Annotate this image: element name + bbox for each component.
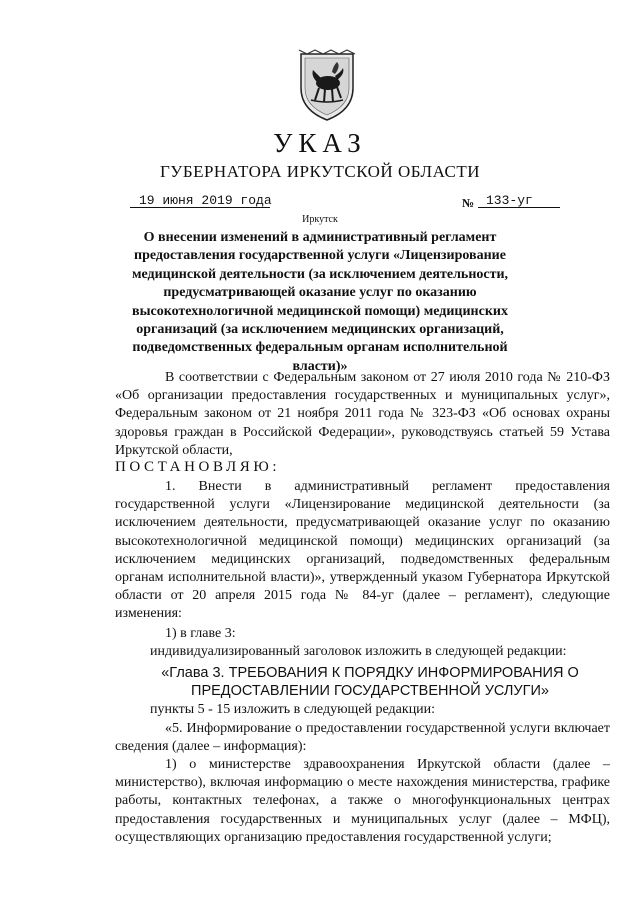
number-underline [478,207,560,208]
sub-item-1: 1) в главе 3: [165,626,236,641]
decree-word: ПОСТАНОВЛЯЮ: [115,459,281,475]
document-title: УКАЗ [273,128,367,158]
coat-of-arms-icon [297,48,357,122]
number-sign: № [462,196,475,210]
document-number: 133-уг [486,193,533,208]
sub-item-1-text: индивидуализированный заголовок изложить в следующей редакции: [150,644,567,659]
document-authority: ГУБЕРНАТОРА ИРКУТСКОЙ ОБЛАСТИ [159,162,481,181]
preamble-paragraph: В соответствии с Федеральным законом от 27 июля 2010 года № 210-ФЗ «Об организации предоставления государственных и муниципальных услуг», Федеральным законом от 21 ноября 2011 года № 323-ФЗ «Об основах охраны здоровья граждан в Российской Федерации», руководствуясь статьей 59 Устава Иркутской области, [115,370,610,458]
point-5-paragraph: «5. Информирование о предоставлении государственной услуги включает сведения (далее – информация): [115,721,610,755]
item-1-paragraph: 1. Внести в административный регламент предоставления государственной услуги «Лицензирование медицинской деятельности (за исключением деятельности, предусматривающей оказание услуг по оказанию высокотехнологичной медицинской помощи) медицинских организаций (за исключением медицинских организаций, подведомственных федеральным органам исполнительной власти)», утвержденный указом Губернатора Иркутской области от 20 апреля 2015 года № 84-уг (далее – регламент), следующие изменения: [115,479,610,622]
date-underline [130,207,270,208]
document-heading: О внесении изменений в административный регламент предоставления государственной услуги «Лицензирование медицинской деятельности (за исключением деятельности, предусматривающей оказание услуг по оказанию высокотехнологичной медицинской помощи) медицинских организаций (за исключением медицинских организаций, подведомственных федеральным органам исполнительной власти)» [131,230,509,374]
sub-item-1-points: пункты 5 - 15 изложить в следующей редакции: [150,702,436,717]
chapter-title: «Глава 3. ТРЕБОВАНИЯ К ПОРЯДКУ ИНФОРМИРОВАНИЯ О ПРЕДОСТАВЛЕНИИ ГОСУДАРСТВЕННОЙ УСЛУГИ» [161,665,579,699]
point-5-1-paragraph: 1) о министерстве здравоохранения Иркутской области (далее – министерство), включая информацию о месте нахождения министерства, графике работы, контактных телефонах, а также о многофункциональных центрах предоставления государственных и муниципальных услуг (далее – МФЦ), осуществляющих организацию предоставления государственной услуги; [115,757,610,845]
document-date: 19 июня 2019 года [139,193,272,208]
document-city: Иркутск [302,214,338,225]
